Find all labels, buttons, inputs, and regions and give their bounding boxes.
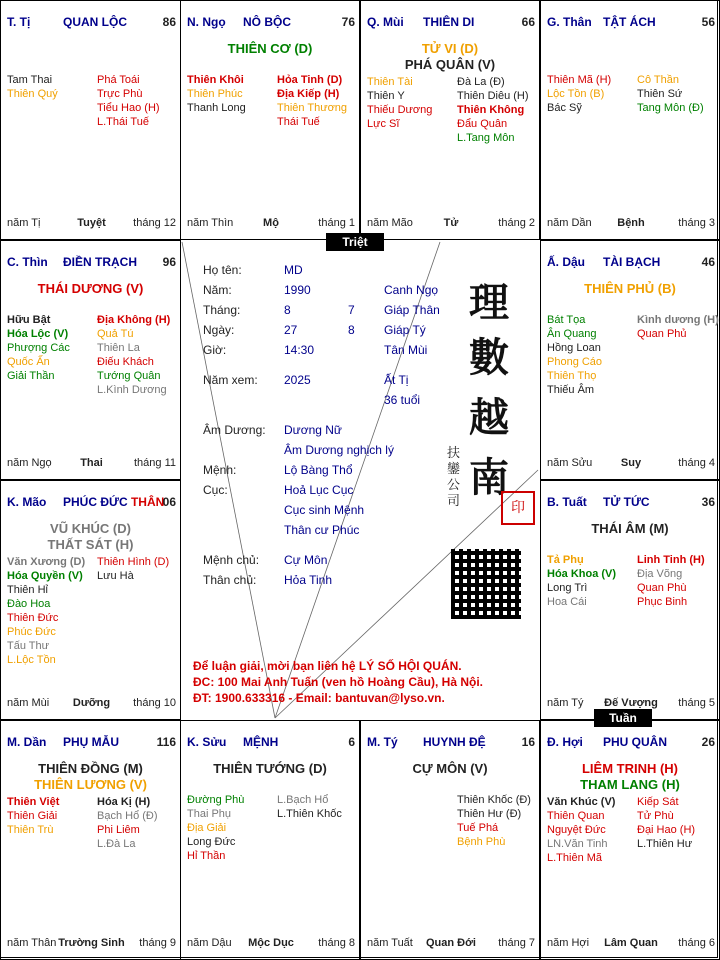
star-list-right [97, 555, 169, 583]
star-list-right [277, 73, 347, 129]
palace-header [547, 495, 715, 509]
minor-star: Thiên Khốc (Đ) [457, 794, 531, 806]
info-value: 8 [284, 303, 291, 317]
palace-footer [187, 937, 355, 951]
info-value: 27 [284, 323, 298, 337]
star-list-right [637, 313, 719, 341]
minor-star: Thiên Hỉ [7, 584, 48, 596]
minor-star: Hóa Khoa (V) [547, 568, 617, 580]
info-value: 14:30 [284, 343, 315, 357]
life-stage: Đế Vượng [604, 697, 658, 709]
minor-star: Văn Xương (D) [7, 556, 86, 568]
palace-name: THIÊN DI [423, 15, 475, 29]
minor-star: Thai Phụ [187, 808, 232, 820]
palace-number: 26 [701, 735, 715, 749]
palace-month: tháng 11 [133, 457, 176, 469]
minor-star: Tam Thai [7, 74, 53, 86]
calligraphy-char-4: 南 [469, 454, 509, 501]
palace-month: tháng 3 [678, 217, 715, 229]
main-star: THIÊN PHỦ (B) [584, 281, 676, 296]
palace-branch: N. Ngọ [187, 15, 226, 29]
star-list-left [367, 75, 432, 131]
palace-number: 116 [156, 735, 176, 749]
contact-address: ĐC: 100 Mai Anh Tuấn (ven hồ Hoàng Cầu), Hà Nội. [193, 675, 484, 689]
minor-star: Kiếp Sát [637, 796, 679, 808]
palace-year: năm Thìn [187, 217, 234, 229]
triet-tag: Triệt [326, 233, 384, 251]
palace-branch: K. Mão [7, 495, 47, 509]
cuc-3: Thân cư Phúc [284, 523, 360, 537]
star-list-left [547, 313, 602, 397]
star-list-left [187, 793, 244, 863]
star-list-right [97, 313, 170, 397]
minor-star: Bác Sỹ [547, 102, 582, 114]
minor-star: Tiểu Hao (H) [97, 102, 160, 114]
main-star: THẤT SÁT (H) [47, 537, 134, 552]
palace-cell[interactable] [540, 0, 720, 240]
palace-number: 16 [521, 735, 535, 749]
namxem-label: Năm xem: [203, 373, 258, 387]
life-stage: Trường Sinh [58, 937, 125, 949]
star-list-left [7, 313, 70, 383]
palace-branch: Đ. Hợi [547, 735, 583, 749]
palace-cell[interactable] [180, 0, 360, 240]
minor-star: Ân Quang [547, 328, 597, 340]
minor-star: L.Lộc Tồn [7, 654, 56, 666]
minor-star: Lực Sĩ [367, 118, 400, 130]
palace-name: TỬ TỨC [603, 495, 650, 509]
life-stage: Mộ [263, 217, 279, 229]
minor-star: Hóa Lộc (V) [7, 328, 69, 340]
palace-footer [7, 697, 176, 711]
minor-star: Đà La (Đ) [457, 76, 505, 88]
minor-star: Đẩu Quân [457, 118, 508, 130]
minor-star: Phong Cáo [547, 356, 603, 368]
palace-header [7, 15, 176, 29]
life-stage: Tuyệt [77, 217, 106, 229]
main-star: THIÊN LƯƠNG (V) [34, 777, 147, 792]
star-list-left [7, 795, 59, 837]
palace-branch: M. Tý [367, 735, 398, 749]
minor-star: Thái Tuế [277, 116, 320, 128]
info-canchi: Tân Mùi [384, 343, 428, 357]
palace-footer [7, 457, 176, 471]
star-list-right [277, 793, 342, 821]
palace-name: PHỤ MẪU [63, 735, 119, 749]
palace-cell[interactable] [360, 720, 540, 960]
life-stage: Tử [443, 217, 459, 229]
minor-star: Tấu Thư [7, 640, 50, 652]
palace-cell[interactable] [0, 480, 181, 720]
minor-star: L.Bạch Hổ [277, 794, 329, 806]
info-label: Ngày: [203, 323, 235, 337]
minor-star: Long Trì [547, 582, 588, 594]
minor-star: Thiên Quý [7, 88, 58, 100]
palace-footer [367, 217, 535, 231]
palace-cell[interactable] [540, 480, 720, 720]
minor-star: L.Thiên Mã [547, 852, 603, 864]
minor-star: Thiên Quan [547, 810, 605, 822]
age: 36 tuổi [384, 393, 421, 407]
life-stage: Dưỡng [72, 697, 111, 709]
menhchu-label: Mệnh chủ: [203, 553, 260, 567]
star-list-left [187, 73, 246, 115]
minor-star: Thiên Giải [7, 810, 58, 822]
palace-branch: Q. Mùi [367, 15, 404, 29]
minor-star: Hỏa Tinh (D) [277, 74, 343, 86]
life-stage: Lâm Quan [604, 937, 658, 949]
star-list-right [457, 793, 531, 849]
minor-star: L.Thiên Khốc [277, 808, 342, 820]
main-star: VŨ KHÚC (D) [50, 521, 131, 536]
minor-star: Lộc Tồn (B) [547, 88, 605, 100]
palace-header [187, 735, 355, 749]
minor-star: Kình dương (H) [637, 314, 719, 326]
palace-branch: G. Thân [547, 15, 592, 29]
palace-year: năm Tý [547, 697, 584, 709]
minor-star: Phục Binh [637, 596, 688, 608]
info-lunar: 7 [348, 303, 355, 317]
palace-cell[interactable] [0, 720, 181, 960]
minor-star: Trực Phù [97, 88, 143, 100]
palace-cell[interactable] [0, 240, 181, 480]
palace-month: tháng 4 [678, 457, 715, 469]
minor-star: Quả Tú [97, 328, 134, 340]
minor-star: LN.Văn Tinh [547, 838, 608, 850]
minor-star: Thiên Tài [367, 76, 413, 88]
minor-star: Tướng Quân [97, 370, 161, 382]
minor-star: Bát Tọa [547, 314, 586, 326]
palace-year: năm Dậu [187, 937, 232, 949]
palace-branch: B. Tuất [547, 495, 587, 509]
minor-star: Thiếu Dương [367, 104, 433, 116]
minor-star: L.Thái Tuế [97, 116, 149, 128]
main-star: THÁI DƯƠNG (V) [37, 281, 144, 296]
info-lunar: 8 [348, 323, 355, 337]
minor-star: Thiên Diêu (H) [457, 90, 529, 102]
palace-name: TÀI BẠCH [603, 255, 661, 269]
amduong-2: Âm Dương nghịch lý [284, 443, 394, 457]
palace-month: tháng 10 [133, 697, 176, 709]
minor-star: L.Kình Dương [97, 384, 167, 396]
red-seal-icon: 印 [501, 491, 535, 525]
minor-star: Thiên Mã (H) [547, 74, 612, 86]
palace-name: QUAN LỘC [63, 15, 127, 29]
minor-star: Hồng Loan [547, 342, 601, 354]
palace-year: năm Mùi [7, 697, 50, 709]
thanchu-label: Thân chủ: [203, 573, 257, 587]
palace-year: năm Sửu [547, 457, 593, 469]
minor-star: Điếu Khách [97, 356, 154, 368]
star-list-left [7, 73, 58, 101]
minor-star: Thiên La [97, 342, 140, 354]
minor-star: Phúc Đức [7, 626, 56, 638]
calligraphy-char-1: 理 [469, 279, 509, 326]
minor-star: Lưu Hà [97, 570, 134, 582]
info-label: Giờ: [203, 343, 227, 357]
namxem-value: 2025 [284, 373, 311, 387]
minor-star: L.Thiên Hư [637, 838, 693, 850]
life-stage: Thai [80, 457, 103, 469]
minor-star: Đường Phù [187, 794, 245, 806]
main-star: TỬ VI (D) [421, 41, 479, 56]
calligraphy-char-3: 越 [469, 394, 509, 441]
palace-name: TẬT ÁCH [603, 15, 656, 29]
minor-star: Đại Hao (H) [637, 824, 696, 836]
amduong-1: Dương Nữ [284, 423, 342, 437]
main-star: THAM LANG (H) [580, 777, 680, 792]
palace-cell[interactable] [180, 720, 360, 960]
palace-cell[interactable] [540, 240, 720, 480]
minor-star: Văn Khúc (V) [547, 796, 616, 808]
palace-number: 56 [701, 15, 715, 29]
palace-header [187, 15, 355, 29]
palace-year: năm Tuất [367, 937, 413, 949]
star-list-left [547, 73, 611, 115]
cuc-2: Cục sinh Mệnh [284, 503, 365, 517]
main-star: THIÊN ĐỒNG (M) [38, 761, 143, 776]
minor-star: Đào Hoa [7, 598, 51, 610]
main-star: THIÊN TƯỚNG (D) [213, 761, 327, 776]
star-list-right [97, 73, 160, 129]
palace-year: năm Ngọ [7, 457, 52, 469]
minor-star: Thiên Hư (Đ) [457, 808, 522, 820]
palace-year: năm Dần [547, 217, 592, 229]
palace-month: tháng 6 [678, 937, 715, 949]
palace-number: 46 [701, 255, 715, 269]
palace-month: tháng 2 [498, 217, 535, 229]
star-list-left [547, 795, 615, 865]
life-stage: Mộc Dục [248, 937, 294, 949]
main-star: THÁI ÂM (M) [591, 521, 669, 536]
palace-header [547, 735, 715, 749]
palace-number: 06 [162, 495, 176, 509]
menh-label: Mệnh: [203, 463, 237, 477]
palace-year: năm Hợi [547, 937, 590, 949]
menhchu-value: Cự Môn [284, 553, 328, 567]
info-canchi: Giáp Thân [384, 303, 440, 317]
minor-star: Địa Không (H) [97, 314, 171, 326]
cuc-label: Cục: [203, 483, 228, 497]
namxem-can: Ất Tị [384, 373, 409, 387]
minor-star: Địa Võng [637, 568, 683, 580]
minor-star: Bạch Hổ (Đ) [97, 810, 158, 822]
palace-branch: K. Sửu [187, 735, 227, 749]
thanchu-value: Hỏa Tinh [284, 573, 333, 587]
palace-branch: Ấ. Dậu [547, 255, 586, 269]
life-stage: Quan Đới [426, 937, 476, 949]
star-list-right [457, 75, 529, 145]
minor-star: Hỉ Thần [187, 850, 226, 862]
palace-number: 36 [701, 495, 715, 509]
palace-branch: T. Tị [7, 15, 31, 29]
minor-star: Hữu Bật [7, 314, 51, 326]
minor-star: Giải Thần [7, 370, 55, 382]
minor-star: L.Tang Môn [457, 132, 515, 144]
minor-star: Thiên Việt [7, 796, 60, 808]
minor-star: Thiên Phúc [187, 88, 243, 100]
palace-month: tháng 9 [139, 937, 176, 949]
palace-footer [367, 937, 535, 951]
palace-year: năm Thân [7, 937, 57, 949]
minor-star: Long Đức [187, 836, 236, 848]
minor-star: Thiếu Âm [547, 384, 595, 396]
star-list-right [637, 553, 705, 609]
palace-header [547, 15, 715, 29]
cuc-1: Hoả Lục Cục [284, 483, 354, 497]
minor-star: Quốc Ấn [7, 356, 50, 368]
minor-star: Thiên Đức [7, 612, 59, 624]
palace-month: tháng 7 [498, 937, 535, 949]
minor-star: Phá Toái [97, 74, 140, 86]
info-label: Họ tên: [203, 263, 242, 277]
palace-number: 76 [341, 15, 355, 29]
minor-star: Phi Liêm [97, 824, 140, 836]
minor-star: Quan Phù [637, 582, 687, 594]
minor-star: Địa Kiếp (H) [277, 88, 340, 100]
minor-star: Tả Phụ [547, 554, 584, 566]
minor-star: Phượng Các [7, 342, 70, 354]
minor-star: Thiên Sứ [637, 88, 683, 100]
palace-number: 66 [521, 15, 535, 29]
info-value: MD [284, 263, 303, 277]
minor-star: Nguyệt Đức [547, 824, 606, 836]
contact-phone-email[interactable]: ĐT: 1900.633316 - Email: bantuvan@lyso.vn. [193, 691, 445, 705]
palace-month: tháng 1 [318, 217, 355, 229]
star-list-right [637, 795, 695, 851]
star-list-left [547, 553, 616, 609]
palace-header [367, 735, 535, 749]
star-list-right [97, 795, 158, 851]
minor-star: Thiên Khôi [187, 74, 244, 86]
palace-footer [547, 217, 715, 231]
palace-header [367, 15, 535, 29]
palace-footer [7, 937, 176, 951]
minor-star: Bệnh Phù [457, 836, 506, 848]
palace-name: HUYNH ĐỆ [423, 735, 486, 749]
than-marker: THÂN [130, 495, 165, 509]
palace-number: 86 [162, 15, 176, 29]
main-star: THIÊN CƠ (D) [227, 41, 313, 56]
palace-cell[interactable] [540, 720, 720, 960]
main-star: PHÁ QUÂN (V) [404, 57, 496, 72]
minor-star: Hoa Cái [547, 596, 587, 608]
center-info [181, 241, 539, 719]
qr-code-icon [451, 549, 521, 619]
minor-star: Tang Môn (Đ) [637, 102, 704, 114]
info-canchi: Canh Ngọ [384, 283, 439, 297]
palace-month: tháng 8 [318, 937, 355, 949]
minor-star: Hóa Kị (H) [97, 796, 151, 808]
palace-number: 6 [348, 735, 355, 749]
info-label: Tháng: [203, 303, 241, 317]
minor-star: Quan Phủ [637, 328, 687, 340]
palace-year: năm Tị [7, 217, 41, 229]
palace-year: năm Mão [367, 217, 413, 229]
palace-month: tháng 5 [678, 697, 715, 709]
minor-star: Hóa Quyền (V) [7, 570, 83, 582]
palace-name: MỆNH [243, 735, 279, 749]
palace-branch: C. Thìn [7, 255, 48, 269]
info-value: 1990 [284, 283, 311, 297]
palace-name: NÔ BỘC [243, 15, 291, 29]
palace-branch: M. Dần [7, 735, 47, 749]
minor-star: L.Đà La [97, 838, 136, 850]
amduong-label: Âm Dương: [203, 423, 266, 437]
minor-star: Địa Giải [187, 822, 227, 834]
palace-footer [547, 937, 715, 951]
palace-name: PHÚC ĐỨC THÂN [63, 495, 165, 509]
main-star: CỰ MÔN (V) [412, 761, 488, 776]
contact-line-1: Để luận giải, mời bạn liên hệ LÝ SỐ HỘI QUÁN. [193, 659, 462, 673]
menh-value: Lộ Bàng Thổ [284, 463, 353, 477]
palace-header [7, 495, 176, 509]
palace-footer [547, 457, 715, 471]
palace-header [7, 735, 176, 749]
info-label: Năm: [203, 283, 232, 297]
star-list-right [637, 73, 704, 115]
minor-star: Thiên Trù [7, 824, 54, 836]
tuan-tag: Tuần [594, 709, 652, 727]
life-stage: Bệnh [617, 217, 645, 229]
star-list-left [7, 555, 85, 667]
minor-star: Thiên Y [367, 90, 405, 102]
calligraphy-char-2: 數 [469, 334, 509, 381]
minor-star: Linh Tinh (H) [637, 554, 705, 566]
minor-star: Thiên Thọ [547, 370, 597, 382]
palace-number: 96 [162, 255, 176, 269]
main-star: LIÊM TRINH (H) [581, 761, 679, 776]
minor-star: Cô Thần [637, 74, 679, 86]
minor-star: Thiên Không [457, 104, 525, 116]
palace-name: ĐIỀN TRẠCH [63, 255, 137, 269]
palace-footer [7, 217, 176, 231]
palace-name: PHU QUÂN [603, 735, 668, 749]
palace-cell[interactable] [0, 0, 181, 240]
side-calligraphy: 扶鑾公司 [447, 446, 461, 509]
minor-star: Tử Phù [637, 810, 674, 822]
minor-star: Thanh Long [187, 102, 246, 114]
minor-star: Thiên Thương [277, 102, 348, 114]
palace-cell[interactable] [360, 0, 540, 240]
palace-month: tháng 12 [133, 217, 176, 229]
palace-footer [187, 217, 355, 231]
info-canchi: Giáp Tý [384, 323, 426, 337]
minor-star: Thiên Hình (D) [97, 556, 170, 568]
palace-header [7, 255, 176, 269]
minor-star: Tuế Phá [457, 822, 499, 834]
palace-header [547, 255, 715, 269]
life-stage: Suy [620, 457, 642, 469]
